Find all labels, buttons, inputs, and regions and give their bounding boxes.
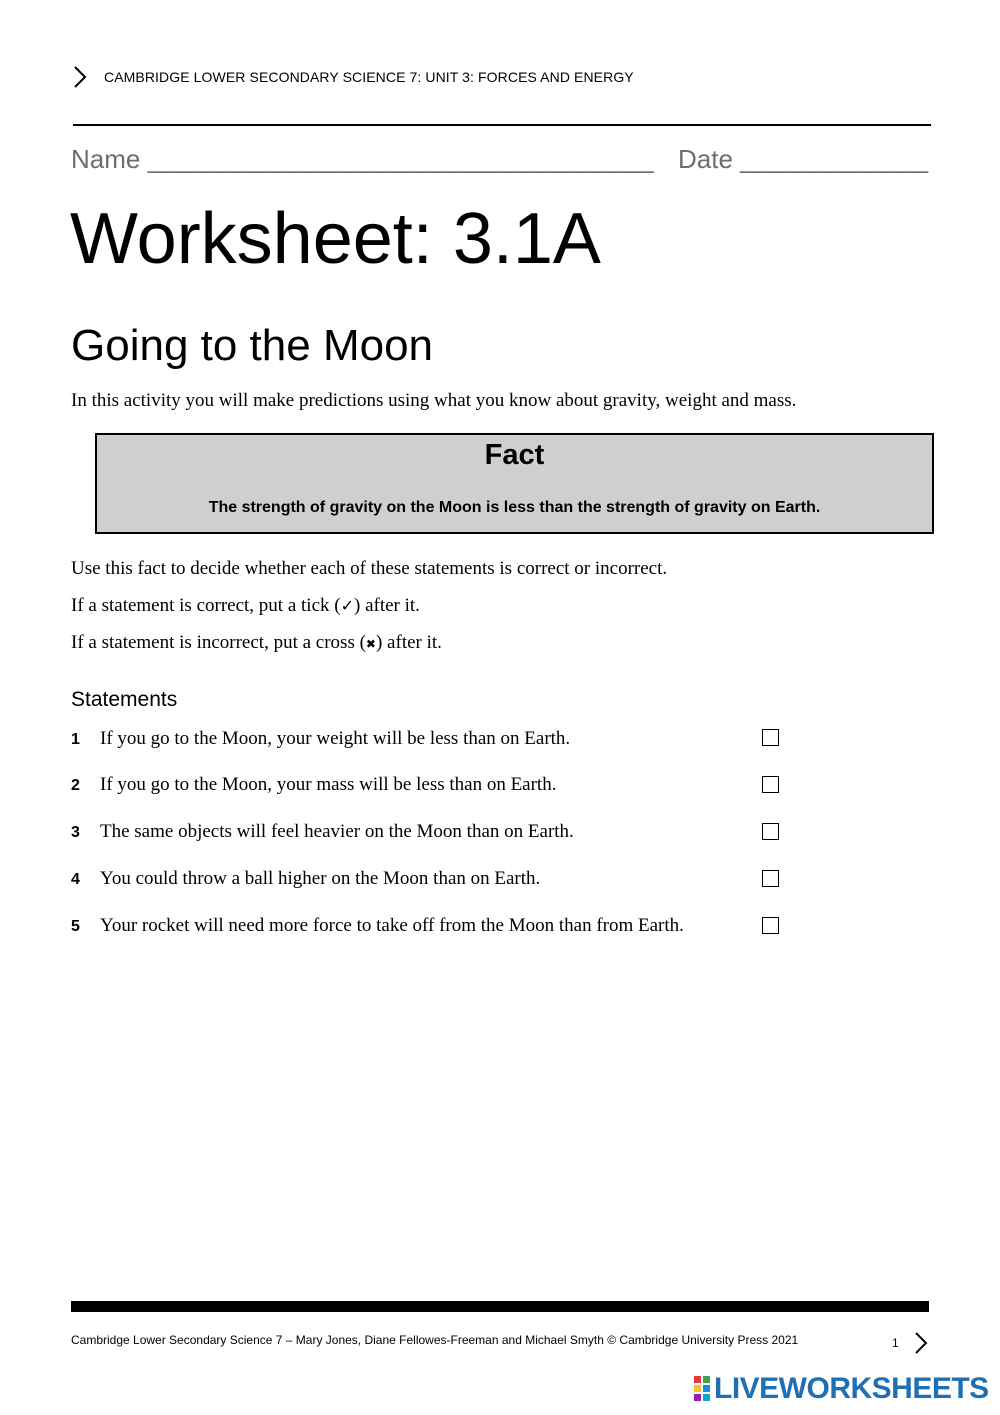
statement-number: 3 (71, 824, 80, 841)
statement-number: 5 (71, 918, 80, 935)
statement-checkbox[interactable] (762, 870, 779, 887)
worksheet-title: Worksheet: 3.1A (70, 199, 601, 279)
statement-text: If you go to the Moon, your weight will be less than on Earth. (100, 728, 571, 749)
instruction-line-2 (71, 595, 420, 617)
statements-heading: Statements (71, 688, 178, 711)
instruction-line-1: Use this fact to decide whether each of these statements is correct or incorrect. (71, 558, 668, 579)
statement-text: If you go to the Moon, your mass will be less than on Earth. (100, 774, 557, 795)
fact-title: Fact (484, 439, 545, 471)
instruction-line-2-before: If a statement is correct, put a tick ( (71, 595, 341, 616)
statement-number: 1 (71, 731, 80, 748)
fact-text: The strength of gravity on the Moon is less than the strength of gravity on Earth. (208, 499, 821, 516)
statement-checkbox[interactable] (762, 823, 779, 840)
statement-text: The same objects will feel heavier on the Moon than on Earth. (100, 821, 574, 842)
date-field[interactable]: Date _____________ (678, 144, 929, 174)
instruction-line-2-after: ) after it. (354, 595, 420, 616)
liveworksheets-logo-icon (694, 1376, 710, 1402)
instruction-line-3-before: If a statement is incorrect, put a cross ( (71, 632, 366, 653)
cross-icon: ✖ (365, 637, 376, 651)
statement-checkbox[interactable] (762, 729, 779, 746)
header-rule (73, 124, 931, 126)
tick-icon: ✓ (340, 596, 354, 615)
statement-checkbox[interactable] (762, 776, 779, 793)
statement-number: 2 (71, 777, 80, 794)
instruction-line-3 (71, 632, 442, 654)
fact-box (95, 433, 934, 534)
page-subtitle: Going to the Moon (71, 321, 434, 370)
liveworksheets-watermark[interactable]: LIVEWORKSHEETS (714, 1372, 989, 1405)
name-field[interactable]: Name ___________________________________ (71, 144, 654, 174)
statement-number: 4 (71, 871, 80, 888)
statement-text: You could throw a ball higher on the Moon than on Earth. (100, 868, 541, 889)
instruction-line-3-after: ) after it. (375, 632, 442, 653)
page-number: 1 (892, 1336, 899, 1350)
chevron-right-icon (70, 64, 90, 90)
header-title: CAMBRIDGE LOWER SECONDARY SCIENCE 7: UNIT 3: FORCES AND ENERGY (104, 69, 634, 85)
footer-rule (71, 1301, 929, 1312)
intro-text: In this activity you will make predictions using what you know about gravity, weight and mass. (71, 390, 797, 411)
footer-credit: Cambridge Lower Secondary Science 7 – Mary Jones, Diane Fellowes-Freeman and Michael Smyth © Cambridge University Press 2021 (71, 1333, 799, 1347)
statement-checkbox[interactable] (762, 917, 779, 934)
chevron-right-icon (912, 1330, 930, 1356)
statement-text: Your rocket will need more force to take off from the Moon than from Earth. (100, 915, 684, 936)
